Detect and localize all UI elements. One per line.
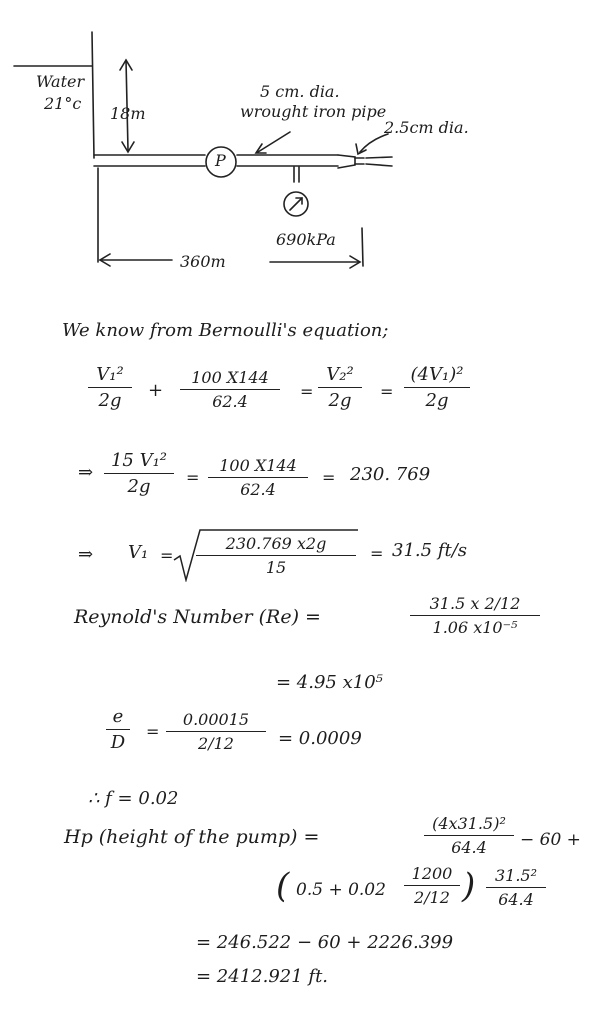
eq3-equals-2: =: [370, 544, 384, 563]
pipe-material-label: wrought iron pipe: [240, 102, 387, 121]
head-calc-line: = 246.522 − 60 + 2226.399: [196, 932, 454, 953]
water-label: Water: [36, 72, 85, 91]
eq2-equals-2: =: [322, 468, 336, 487]
eq3-equals: =: [160, 546, 174, 565]
eq1-term4: (4V₁)² 2g: [404, 364, 470, 411]
bernoulli-intro: We know from Bernoulli's equation;: [62, 320, 389, 341]
eq3-root-fraction: 230.769 x2g 15: [196, 534, 356, 577]
eq2-result: 230. 769: [350, 464, 431, 485]
pump-head-label: Hp (height of the pump) =: [64, 826, 320, 848]
eq1-equals-2: =: [380, 382, 394, 401]
eq3-lhs: V₁: [128, 542, 149, 563]
nozzle-diameter-label: 2.5cm dia.: [384, 118, 469, 137]
pipe-label-leader: [258, 132, 290, 152]
friction-factor: ∴ f = 0.02: [88, 788, 179, 809]
head-length-ratio: 1200 2/12: [404, 864, 460, 907]
tank-wall: [92, 32, 94, 158]
pump-label: P: [215, 151, 226, 170]
head-loss-coefficients: 0.5 + 0.02: [296, 880, 386, 900]
eq3-result: 31.5 ft/s: [392, 540, 467, 561]
nozzle-icon: [338, 155, 355, 168]
height-label: 18m: [110, 104, 146, 123]
head-final-result: = 2412.921 ft.: [196, 966, 329, 987]
eq1-equals: =: [300, 382, 314, 401]
eq1-term3: V₂² 2g: [318, 364, 362, 411]
eq1-term2: 100 X144 62.4: [180, 368, 280, 411]
eq3-implies: ⇒: [78, 544, 94, 565]
eq1-plus: +: [148, 380, 164, 401]
roughness-equals: =: [146, 722, 160, 741]
reynolds-fraction: 31.5 x 2/12 1.06 x10⁻⁵: [410, 594, 540, 637]
head-close-paren: ): [462, 866, 476, 906]
head-term1: (4x31.5)² 64.4: [424, 814, 514, 857]
eq2-equals: =: [186, 468, 200, 487]
eq2-term2: 100 X144 62.4: [208, 456, 308, 499]
reynolds-label: Reynold's Number (Re) =: [74, 606, 321, 628]
pipe-length-label: 360m: [180, 252, 226, 271]
pipe-diameter-label: 5 cm. dia.: [260, 82, 340, 101]
eq1-term1: V₁² 2g: [88, 364, 132, 411]
head-minus: − 60 +: [520, 830, 581, 850]
gauge-pressure-label: 690kPa: [276, 230, 336, 249]
relative-roughness-lhs: e D: [106, 706, 130, 753]
eq2-implies: ⇒: [78, 462, 94, 483]
temperature-label: 21°c: [44, 94, 82, 113]
head-open-paren: (: [276, 866, 290, 906]
reynolds-result: = 4.95 x10⁵: [276, 672, 383, 693]
head-velocity-head: 31.5² 64.4: [486, 866, 546, 909]
eq2-term1: 15 V₁² 2g: [104, 450, 174, 497]
roughness-result: = 0.0009: [278, 728, 362, 749]
roughness-fraction: 0.00015 2/12: [166, 710, 266, 753]
